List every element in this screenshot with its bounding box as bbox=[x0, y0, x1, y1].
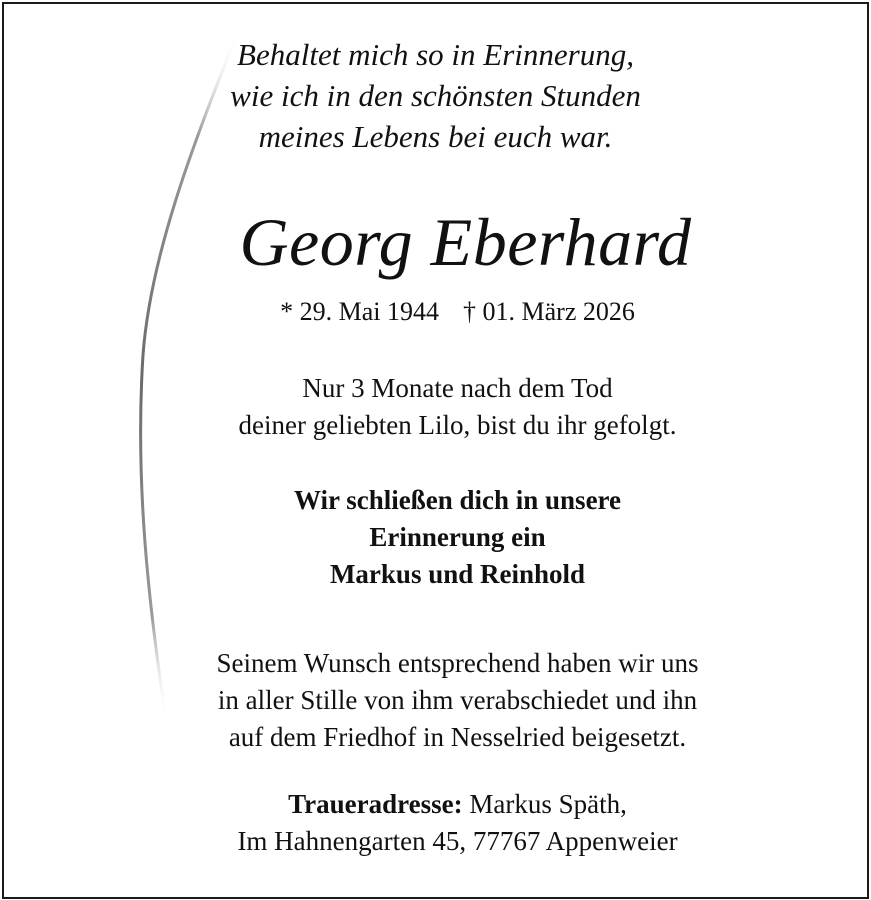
quote-line: wie ich in den schönsten Stunden bbox=[230, 78, 641, 113]
burial-line: in aller Stille von ihm verabschiedet und ihn bbox=[217, 685, 698, 715]
quote-line: meines Lebens bei euch war. bbox=[258, 119, 613, 154]
burial-line: auf dem Friedhof in Nesselried beigesetzt. bbox=[228, 722, 687, 752]
mourners-line: Markus und Reinhold bbox=[329, 559, 586, 589]
mourning-address bbox=[22, 786, 871, 860]
memorial-quote bbox=[0, 34, 871, 157]
mourners-line: Erinnerung ein bbox=[369, 522, 546, 552]
mourners-line: Wir schließen dich in unsere bbox=[293, 485, 622, 515]
message-text bbox=[22, 370, 871, 444]
birth-date: * 29. Mai 1944 bbox=[280, 297, 440, 326]
mourners-text bbox=[22, 482, 871, 593]
burial-line: Seinem Wunsch entsprechend haben wir uns bbox=[216, 648, 699, 678]
message-line: deiner geliebten Lilo, bist du ihr gefolgt. bbox=[238, 410, 677, 440]
quote-line: Behaltet mich so in Erinnerung, bbox=[237, 37, 634, 72]
address-line bbox=[22, 786, 871, 823]
deceased-name: Georg Eberhard bbox=[239, 204, 692, 280]
message-line: Nur 3 Monate nach dem Tod bbox=[302, 373, 613, 403]
address-street: Im Hahnengarten 45, 77767 Appenweier bbox=[237, 826, 678, 856]
death-date: † 01. März 2026 bbox=[463, 297, 635, 326]
address-name: Markus Späth, bbox=[469, 789, 627, 819]
life-dates bbox=[22, 296, 871, 328]
burial-text bbox=[22, 645, 871, 756]
address-label: Traueradresse: bbox=[288, 789, 463, 819]
